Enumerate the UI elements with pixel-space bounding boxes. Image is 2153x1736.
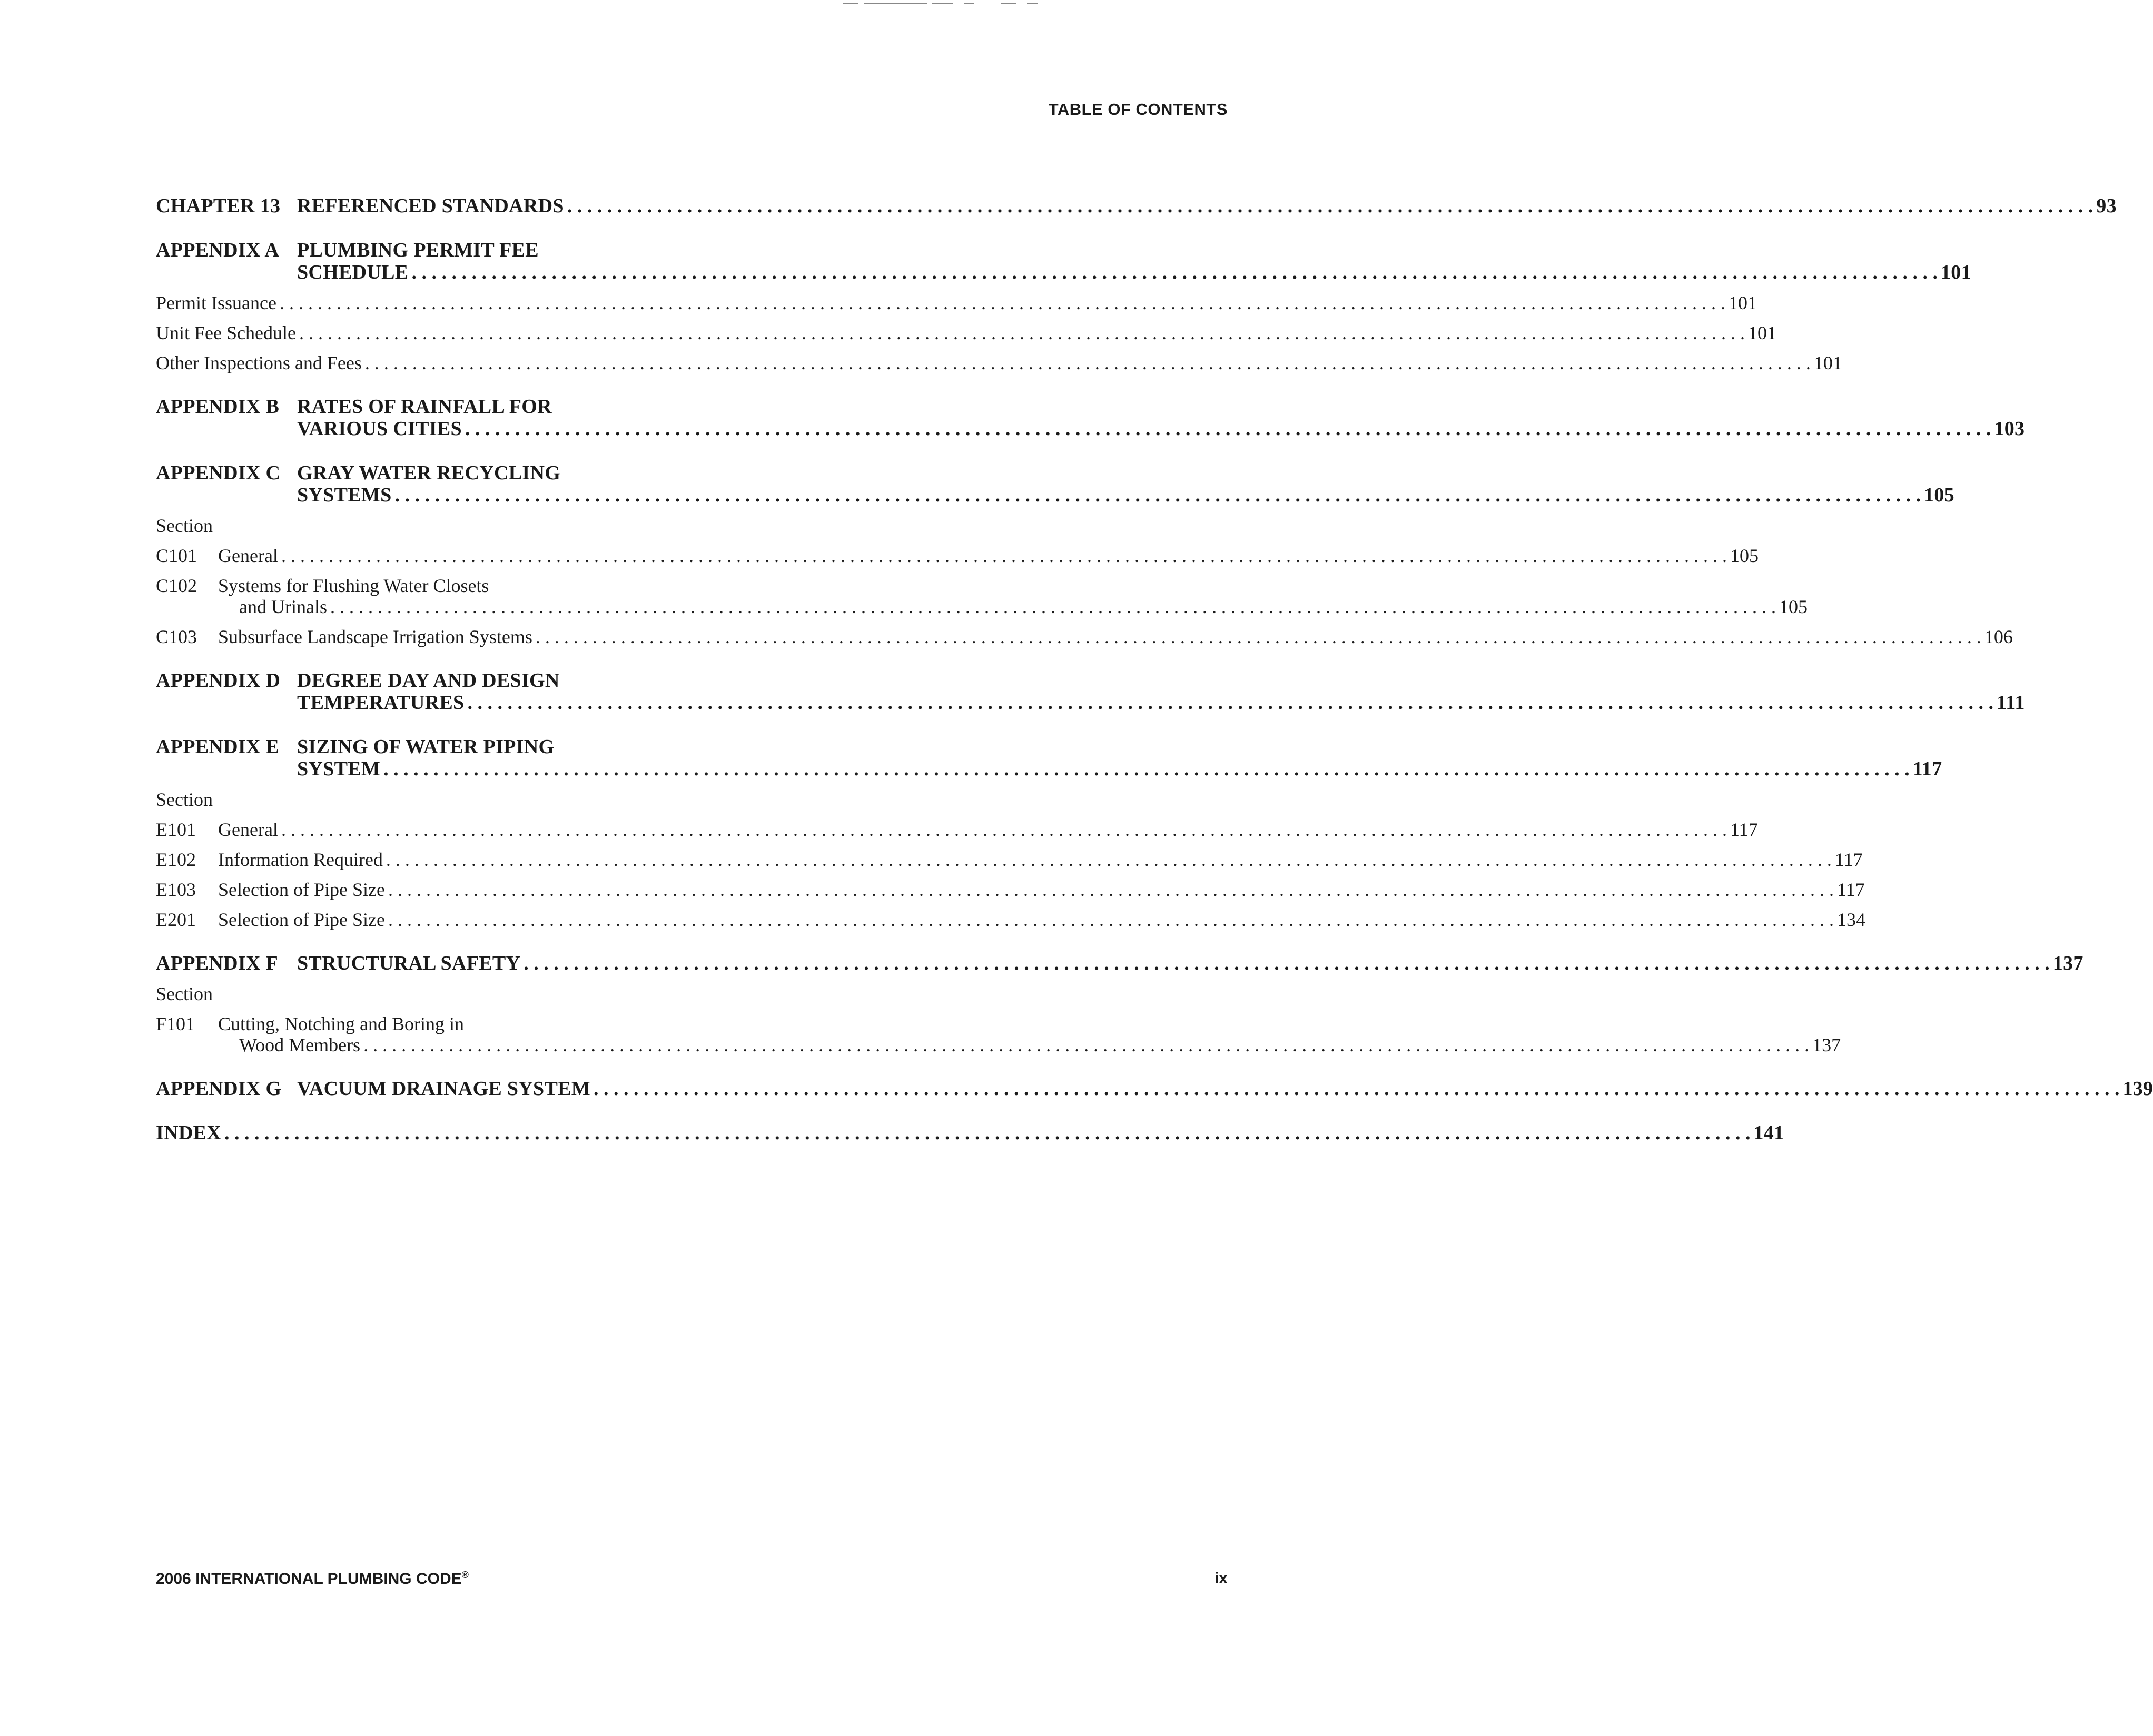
toc-section-e103[interactable] <box>156 879 1865 900</box>
leader-dots <box>395 484 1921 506</box>
page-number: 117 <box>1730 819 1758 840</box>
page-number: 137 <box>1812 1034 1841 1056</box>
scan-artifact <box>843 3 1043 5</box>
page-number: 101 <box>1728 292 1757 313</box>
toc-appendix-g[interactable] <box>156 1078 2153 1100</box>
entry-text: Selection of Pipe Size <box>218 909 385 930</box>
leader-dots <box>281 545 1727 566</box>
appendix-d-heading[interactable] <box>156 669 2025 714</box>
section-label: Section <box>156 983 213 1004</box>
toc-appendix-f <box>156 952 2083 1056</box>
entry-text: Information Required <box>218 849 383 870</box>
leader-dots <box>594 1078 2120 1100</box>
index-title: INDEX <box>156 1122 221 1144</box>
section-code: E101 <box>156 819 196 840</box>
entry-text: Selection of Pipe Size <box>218 879 385 900</box>
toc-appendix-b <box>156 396 2025 440</box>
page-number: 106 <box>1984 626 2013 647</box>
appendix-title-line1: RATES OF RAINFALL FOR <box>297 396 552 418</box>
running-head: TABLE OF CONTENTS <box>1048 100 1228 119</box>
section-label: Section <box>156 515 213 536</box>
appendix-e-heading[interactable] <box>156 736 1942 780</box>
table-of-contents <box>156 195 2153 1166</box>
section-code: C101 <box>156 545 197 566</box>
leader-dots <box>465 418 1991 440</box>
registered-mark: ® <box>461 1570 469 1580</box>
page-number: 93 <box>2096 195 2117 217</box>
entry-text: Other Inspections and Fees <box>156 352 362 373</box>
leader-dots <box>388 879 1834 900</box>
leader-dots <box>299 322 1745 343</box>
page-number: 111 <box>1997 692 2025 714</box>
leader-dots <box>388 909 1834 930</box>
chapter-title: REFERENCED STANDARDS <box>297 195 564 217</box>
section-code: E102 <box>156 849 196 870</box>
page-number: 117 <box>1834 849 1863 870</box>
entry-text: Unit Fee Schedule <box>156 322 296 343</box>
page-number: 101 <box>1940 261 1971 283</box>
toc-entry-unit-fee-schedule[interactable] <box>156 322 1776 343</box>
appendix-title-line1: DEGREE DAY AND DESIGN <box>297 669 560 692</box>
entry-text-continued: and Urinals <box>239 596 327 617</box>
entry-text: Permit Issuance <box>156 292 276 313</box>
entry-text: General <box>218 819 278 840</box>
section-code: C102 <box>156 575 197 596</box>
leader-dots <box>330 596 1776 617</box>
toc-entry-permit-issuance[interactable] <box>156 292 1757 313</box>
entry-text: General <box>218 545 278 566</box>
appendix-title-line1: PLUMBING PERMIT FEE <box>297 239 539 261</box>
page-number: 105 <box>1779 596 1808 617</box>
page-number: 139 <box>2122 1078 2153 1100</box>
toc-appendix-e <box>156 736 1942 930</box>
appendix-label: APPENDIX F <box>156 952 279 974</box>
section-code: F101 <box>156 1013 195 1034</box>
section-code: C103 <box>156 626 197 647</box>
appendix-label: APPENDIX G <box>156 1078 282 1100</box>
toc-index[interactable] <box>156 1122 1784 1144</box>
leader-dots <box>280 292 1725 313</box>
leader-dots <box>281 819 1727 840</box>
toc-appendix-a <box>156 239 1971 373</box>
entry-text: Subsurface Landscape Irrigation Systems <box>218 626 532 647</box>
toc-section-f101[interactable] <box>156 1013 1841 1056</box>
page-number: 137 <box>2052 952 2083 974</box>
appendix-c-heading[interactable] <box>156 462 1954 506</box>
chapter-label: CHAPTER 13 <box>156 195 281 217</box>
page-number: 141 <box>1753 1122 1784 1144</box>
page-number: 105 <box>1924 484 1954 506</box>
appendix-a-heading[interactable] <box>156 239 1971 283</box>
leader-dots <box>567 195 2093 217</box>
section-code: E201 <box>156 909 196 930</box>
appendix-title-line1: SIZING OF WATER PIPING <box>297 736 555 758</box>
page-number: 117 <box>1836 879 1865 900</box>
entry-text: Systems for Flushing Water Closets <box>218 575 489 596</box>
page-number: 101 <box>1813 352 1842 373</box>
toc-section-c102[interactable] <box>156 575 1808 617</box>
toc-section-e101[interactable] <box>156 819 1758 840</box>
page-number: 134 <box>1836 909 1865 930</box>
leader-dots <box>411 261 1938 283</box>
appendix-label: APPENDIX E <box>156 736 280 758</box>
appendix-label: APPENDIX A <box>156 239 280 261</box>
page-number: 101 <box>1747 322 1776 343</box>
appendix-title-line2: SCHEDULE <box>297 261 409 283</box>
section-code: E103 <box>156 879 196 900</box>
appendix-f-heading[interactable] <box>156 952 2083 974</box>
toc-section-e201[interactable] <box>156 909 1865 930</box>
section-label: Section <box>156 789 213 810</box>
entry-text: Cutting, Notching and Boring in <box>218 1013 464 1034</box>
toc-appendix-c <box>156 462 2013 647</box>
toc-section-c103[interactable] <box>156 626 2013 647</box>
appendix-title: VACUUM DRAINAGE SYSTEM <box>297 1078 590 1100</box>
page-footer <box>156 1570 1228 1588</box>
appendix-label: APPENDIX B <box>156 396 280 418</box>
appendix-title-line2: SYSTEM <box>297 758 381 780</box>
toc-chapter-13[interactable] <box>156 195 2117 217</box>
appendix-title: STRUCTURAL SAFETY <box>297 952 521 974</box>
leader-dots <box>468 692 1994 714</box>
appendix-title-line2: TEMPERATURES <box>297 692 465 714</box>
appendix-b-heading[interactable] <box>156 396 2025 440</box>
footer-page-number: ix <box>1214 1570 1228 1587</box>
toc-section-e102[interactable] <box>156 849 1863 870</box>
leader-dots <box>365 352 1811 373</box>
footer-book-title: 2006 INTERNATIONAL PLUMBING CODE <box>156 1570 462 1587</box>
appendix-title-line2: VARIOUS CITIES <box>297 418 462 440</box>
leader-dots <box>536 626 1981 647</box>
appendix-title-line2: SYSTEMS <box>297 484 392 506</box>
entry-text-continued: Wood Members <box>239 1034 361 1056</box>
page-number: 117 <box>1912 758 1942 780</box>
appendix-title-line1: GRAY WATER RECYCLING <box>297 462 561 484</box>
leader-dots <box>386 849 1832 870</box>
leader-dots <box>524 952 2050 974</box>
toc-section-c101[interactable] <box>156 545 1759 566</box>
page-number: 103 <box>1994 418 2025 440</box>
page-number: 105 <box>1730 545 1759 566</box>
leader-dots <box>363 1034 1809 1056</box>
appendix-label: APPENDIX C <box>156 462 281 484</box>
toc-entry-other-inspections[interactable] <box>156 352 1842 373</box>
leader-dots <box>224 1122 1751 1144</box>
leader-dots <box>383 758 1910 780</box>
appendix-label: APPENDIX D <box>156 669 281 692</box>
toc-appendix-d <box>156 669 2025 714</box>
footer-title <box>156 1570 469 1588</box>
